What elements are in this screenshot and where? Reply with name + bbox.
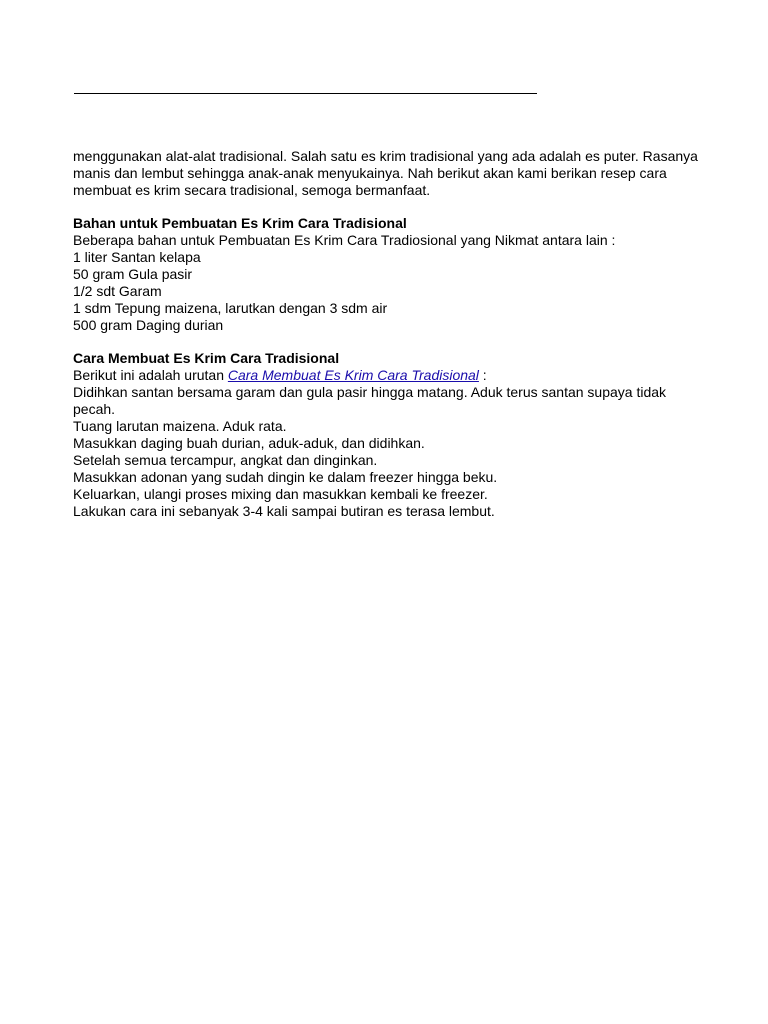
step-item: Didihkan santan bersama garam dan gula pasir hingga matang. Aduk terus santan supaya tidak pecah.: [73, 384, 667, 417]
step-item: Masukkan adonan yang sudah dingin ke dalam freezer hingga beku.: [73, 469, 498, 485]
spacer: [73, 199, 703, 215]
cara-lead-prefix: Berikut ini adalah urutan: [73, 367, 228, 383]
step-item: Keluarkan, ulangi proses mixing dan masukkan kembali ke freezer.: [73, 486, 488, 502]
cara-link[interactable]: Cara Membuat Es Krim Cara Tradisional: [227, 367, 479, 383]
step-item: Setelah semua tercampur, angkat dan dinginkan.: [73, 452, 378, 468]
cara-lead: [73, 367, 703, 384]
cara-heading: Cara Membuat Es Krim Cara Tradisional: [73, 350, 340, 366]
step-item: Masukkan daging buah durian, aduk-aduk, dan didihkan.: [73, 435, 425, 451]
ingredient-item: 1 liter Santan kelapa: [73, 249, 201, 265]
ingredient-item: 50 gram Gula pasir: [73, 266, 193, 282]
ingredient-item: 1 sdm Tepung maizena, larutkan dengan 3 sdm air: [73, 300, 388, 316]
ingredient-item: 1/2 sdt Garam: [73, 283, 162, 299]
article-body: [73, 148, 703, 520]
bahan-lead: Beberapa bahan untuk Pembuatan Es Krim Cara Tradiosional yang Nikmat antara lain :: [73, 232, 616, 248]
horizontal-rule: [74, 93, 537, 94]
ingredient-item: 500 gram Daging durian: [73, 317, 224, 333]
step-item: Tuang larutan maizena. Aduk rata.: [73, 418, 287, 434]
step-item: Lakukan cara ini sebanyak 3-4 kali sampai butiran es terasa lembut.: [73, 503, 495, 519]
intro-paragraph: menggunakan alat-alat tradisional. Salah satu es krim tradisional yang ada adalah es puter. Rasanya manis dan lembut sehingga anak-anak menyukainya. Nah berikut akan kami berikan resep cara membuat es krim secara tradisional, semoga bermanfaat.: [73, 148, 698, 198]
cara-lead-suffix: :: [478, 367, 487, 383]
spacer: [73, 334, 703, 350]
bahan-heading: Bahan untuk Pembuatan Es Krim Cara Tradisional: [73, 215, 407, 231]
